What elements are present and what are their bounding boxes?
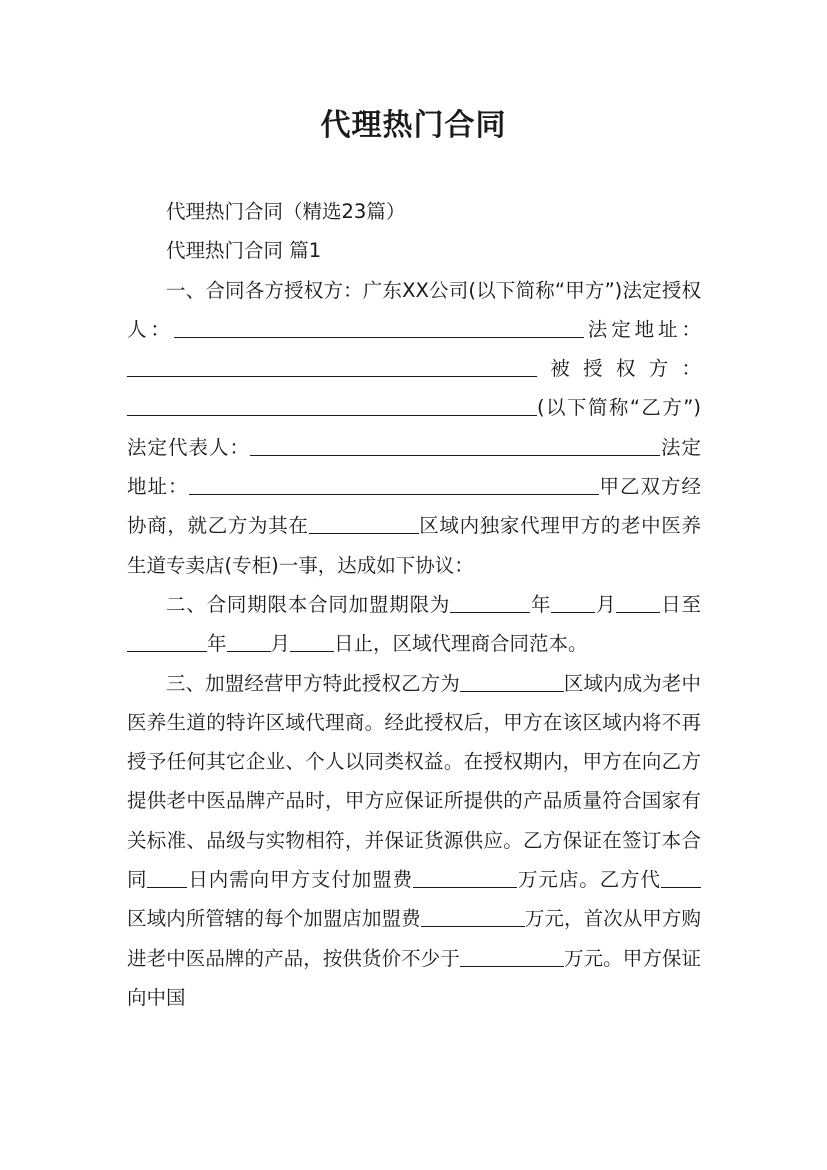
clause-text: 被授权方： (537, 357, 701, 381)
clause-text: 月 (595, 592, 617, 616)
clause-text: 万元店。乙方代 (517, 868, 661, 892)
clause-1-parties (127, 271, 701, 585)
blank-field (413, 868, 517, 889)
clause-text: 年 (207, 632, 227, 656)
clause-text: 日至 (660, 592, 701, 616)
document-title: 代理热门合同 (320, 108, 507, 143)
clause-text: 区域内独家代理甲方的老中医养生道专卖店(专柜)一事，达成如下协议： (127, 514, 701, 577)
blank-field (309, 514, 419, 535)
clause-text: 万元。甲方保证向中国 (127, 946, 701, 1009)
blank-field (290, 632, 334, 653)
blank-field (189, 475, 599, 496)
blank-field (174, 317, 584, 338)
clause-text: 法定地址： (127, 435, 701, 499)
blank-field (421, 907, 525, 928)
clause-text: 区域内所管辖的每个加盟店加盟费 (127, 907, 421, 931)
blank-field (127, 396, 537, 417)
blank-field (616, 592, 660, 613)
clause-text: 二、合同期限本合同加盟期限为 (166, 592, 451, 616)
clause-text: 法定地址： (583, 317, 701, 341)
clause-text: 日内需向甲方支付加盟费 (187, 868, 414, 892)
clause-text: 区域内成为老中医养生道的特许区域代理商。经此授权后，甲方在该区域内将不再授予任何其它企业、个人以同类权益。在授权期内，甲方在向乙方提供老中医品牌产品时，甲方应保证所提供的产品质量符合国家有关标准、品级与实物相符，并保证货源供应。乙方保证在签订本合同 (127, 671, 701, 892)
blank-field (460, 671, 564, 692)
document-subtitle: 代理热门合同（精选23篇） (166, 200, 406, 223)
clause-text: 甲乙双方经协商，就乙方为其在 (127, 475, 701, 538)
clause-text: 万元，首次从甲方购进老中医品牌的产品，按供货价不少于 (127, 907, 701, 970)
clause-text: 年 (530, 592, 552, 616)
section-heading: 代理热门合同 篇1 (166, 239, 322, 263)
blank-field (551, 592, 595, 613)
blank-field (460, 946, 564, 967)
clause-3-franchise (127, 664, 701, 1018)
clause-text: (以下简称“乙方”)法定代表人： (127, 396, 701, 459)
blank-field (661, 868, 701, 889)
clause-text: 月 (270, 632, 291, 656)
clause-text: 一、合同各方授权方：广东XX公司(以下简称“甲方”)法定授权人： (127, 278, 701, 341)
blank-field (147, 868, 187, 889)
blank-field (450, 592, 530, 613)
blank-field (127, 632, 207, 653)
blank-field (227, 632, 271, 653)
clause-2-term (127, 585, 701, 664)
document-body (127, 192, 701, 1017)
blank-field (127, 357, 537, 378)
blank-field (250, 435, 660, 456)
clause-text: 三、加盟经营甲方特此授权乙方为 (166, 671, 460, 695)
clause-text: 日止，区域代理商合同范本。 (334, 632, 588, 656)
